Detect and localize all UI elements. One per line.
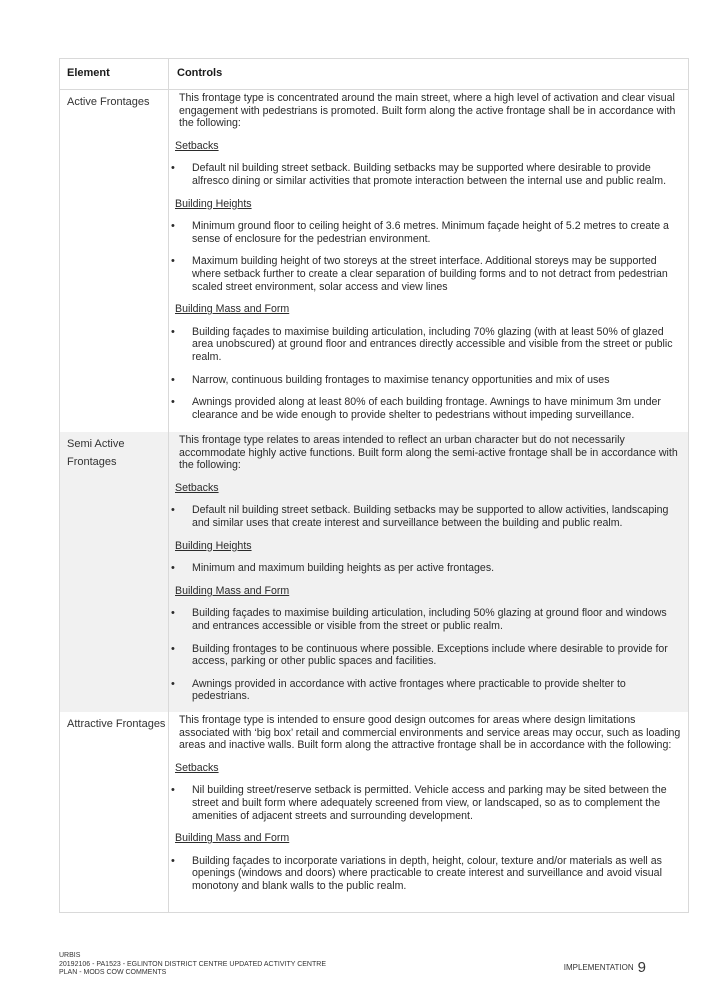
frontage-controls-table	[59, 58, 689, 913]
footer-page-info	[564, 959, 646, 976]
table-row-semi-active-frontages	[60, 432, 688, 712]
list-item: • Building façades to incorporate variations in depth, height, colour, texture and/or materials as well as openings (windows and doors) where practicable to create interest and surveillance and avoid visual monotony and blank walls to the public realm.	[177, 855, 686, 893]
list-item: • Default nil building street setback. Building setbacks may be supported to allow activities, landscaping and similar uses that create interest and surveillance between the building and public realm.	[177, 504, 686, 529]
bullet-list	[177, 162, 686, 187]
row-element-label: Attractive Frontages	[60, 712, 169, 912]
bullet-list	[177, 607, 686, 703]
bullet-list	[177, 562, 686, 575]
list-item: • Nil building street/reserve setback is permitted. Vehicle access and parking may be sited between the street and built form where adequately screened from view, or landscaped, so as to complement the amenities of adjacent streets and surrounding development.	[177, 784, 686, 822]
row-intro: This frontage type is concentrated around the main street, where a high level of activation and clear visual engagement with pedestrians is promoted. Built form along the active frontage shall be in accordance with the following:	[179, 92, 676, 130]
header-element: Element	[60, 59, 169, 89]
row-controls	[169, 90, 688, 432]
row-intro: This frontage type is intended to ensure good design outcomes for areas where design limitations associated with ‘big box’ retail and commercial environments and service areas may occur, such as loading areas and inactive walls. Built form along the attractive frontage shall be in accordance with the following:	[179, 714, 681, 752]
list-item: • Minimum and maximum building heights as per active frontages.	[177, 562, 686, 575]
table-header	[60, 59, 688, 90]
footer-company: URBIS	[59, 952, 81, 959]
footer-section-label: IMPLEMENTATION	[563, 963, 634, 972]
bullet-list	[177, 220, 686, 293]
row-element-label: Active Frontages	[60, 90, 169, 432]
list-item: • Maximum building height of two storeys at the street interface. Additional storeys may be supported where setback further to create a clear separation of building forms and to not detract from pedestrian scaled street environment, solar access and view lines	[177, 255, 686, 293]
list-item: • Building façades to maximise building articulation, including 50% glazing at ground floor and windows and entrances accessible or visible from the street or public realm.	[177, 607, 686, 632]
table-row-active-frontages	[60, 90, 688, 432]
list-item: • Building frontages to be continuous where possible. Exceptions include where desirable to provide for access, parking or other public spaces and facilities.	[177, 643, 686, 668]
footer-project-line: PLAN - MODS COW COMMENTS	[59, 969, 167, 977]
row-intro: This frontage type relates to areas intended to reflect an urban character but do not necessarily accommodate highly active functions. Built form along the semi-active frontage shall be in accordance with the following:	[179, 434, 678, 472]
row-controls	[169, 432, 688, 712]
section-heading: Building Mass and Form	[175, 303, 290, 316]
section-heading: Setbacks	[175, 761, 219, 774]
header-controls: Controls	[177, 67, 223, 79]
section-heading: Building Heights	[175, 197, 252, 210]
section-heading: Setbacks	[175, 481, 219, 494]
list-item: • Minimum ground floor to ceiling height of 3.6 metres. Minimum façade height of 5.2 metres to create a sense of enclosure for the pedestrian environment.	[177, 220, 686, 245]
row-controls	[169, 712, 688, 912]
bullet-list	[177, 326, 686, 422]
section-heading: Building Heights	[175, 539, 252, 552]
section-heading: Setbacks	[175, 139, 219, 152]
section-heading: Building Mass and Form	[175, 584, 290, 597]
list-item: • Awnings provided along at least 80% of each building frontage. Awnings to have minimum 3m under clearance and be wide enough to provide shelter to pedestrians without impeding surveillance.	[177, 396, 686, 421]
page-number: 9	[637, 959, 646, 976]
list-item: • Awnings provided in accordance with active frontages where practicable to provide shelter to pedestrians.	[177, 678, 686, 703]
row-element-label: Semi Active Frontages	[60, 432, 169, 712]
section-heading: Building Mass and Form	[175, 832, 290, 845]
bullet-list	[177, 504, 686, 529]
bullet-list	[177, 855, 686, 893]
footer-document-info	[59, 952, 326, 978]
list-item: • Default nil building street setback. Building setbacks may be supported where desirable to provide alfresco dining or similar activities that promote interaction between the internal use and public realm.	[177, 162, 686, 187]
footer-project-line: 20192106 - PA1523 - EGLINTON DISTRICT CENTRE UPDATED ACTIVITY CENTRE	[59, 960, 326, 968]
list-item: • Building façades to maximise building articulation, including 70% glazing (with at least 50% of glazed area unobscured) at ground floor and entrances directly accessible and visible from the street or public realm.	[177, 326, 686, 364]
bullet-list	[177, 784, 686, 822]
table-row-attractive-frontages	[60, 712, 688, 912]
list-item: • Narrow, continuous building frontages to maximise tenancy opportunities and mix of uses	[177, 374, 686, 387]
